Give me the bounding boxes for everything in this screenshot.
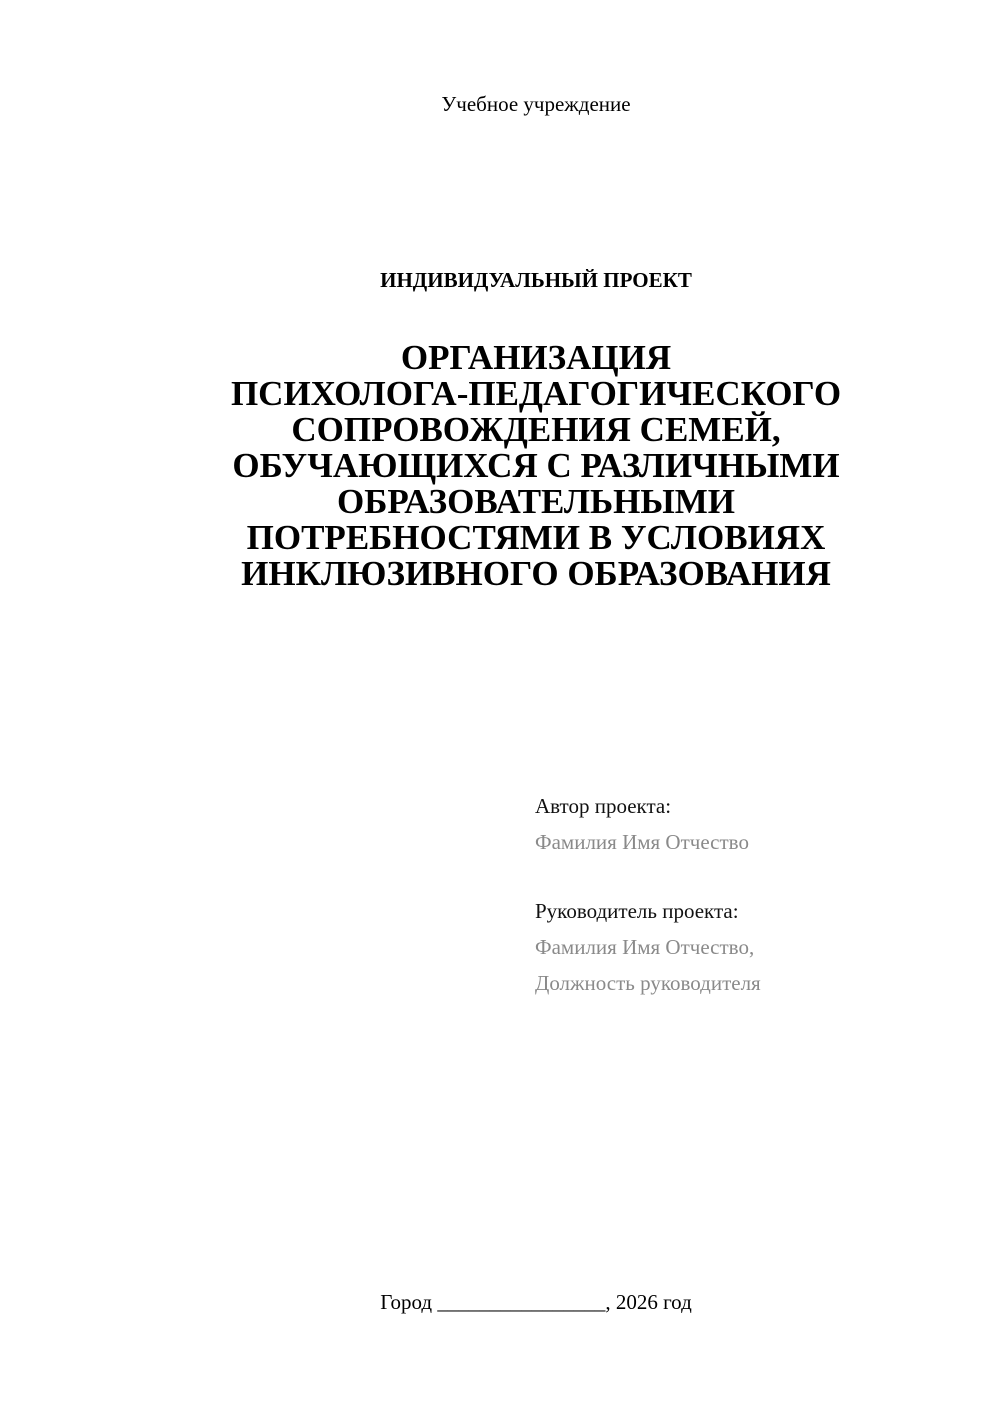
supervisor-name: Фамилия Имя Отчество,	[535, 935, 755, 959]
supervisor-label: Руководитель проекта:	[535, 899, 739, 923]
author-label: Автор проекта:	[535, 794, 672, 818]
document-type: ИНДИВИДУАЛЬНЫЙ ПРОЕКТ	[380, 268, 692, 292]
title-line: СОПРОВОЖДЕНИЯ СЕМЕЙ,	[291, 410, 781, 449]
title-line: ОБУЧАЮЩИХСЯ С РАЗЛИЧНЫМИ	[232, 446, 840, 485]
title-line: ИНКЛЮЗИВНОГО ОБРАЗОВАНИЯ	[241, 554, 831, 593]
title-line: ОРГАНИЗАЦИЯ	[400, 338, 672, 377]
supervisor-block	[535, 893, 761, 1001]
supervisor-position: Должность руководителя	[535, 971, 761, 995]
title-line: ОБРАЗОВАТЕЛЬНЫМИ	[336, 482, 735, 521]
city-year-footer: Город ________________, 2026 год	[380, 1290, 692, 1314]
author-block	[535, 788, 749, 860]
institution-name: Учебное учреждение	[441, 92, 631, 116]
project-title	[160, 340, 912, 592]
author-name: Фамилия Имя Отчество	[535, 830, 749, 854]
title-line: ПОТРЕБНОСТЯМИ В УСЛОВИЯХ	[246, 518, 826, 557]
title-line: ПСИХОЛОГА-ПЕДАГОГИЧЕСКОГО	[230, 374, 842, 413]
